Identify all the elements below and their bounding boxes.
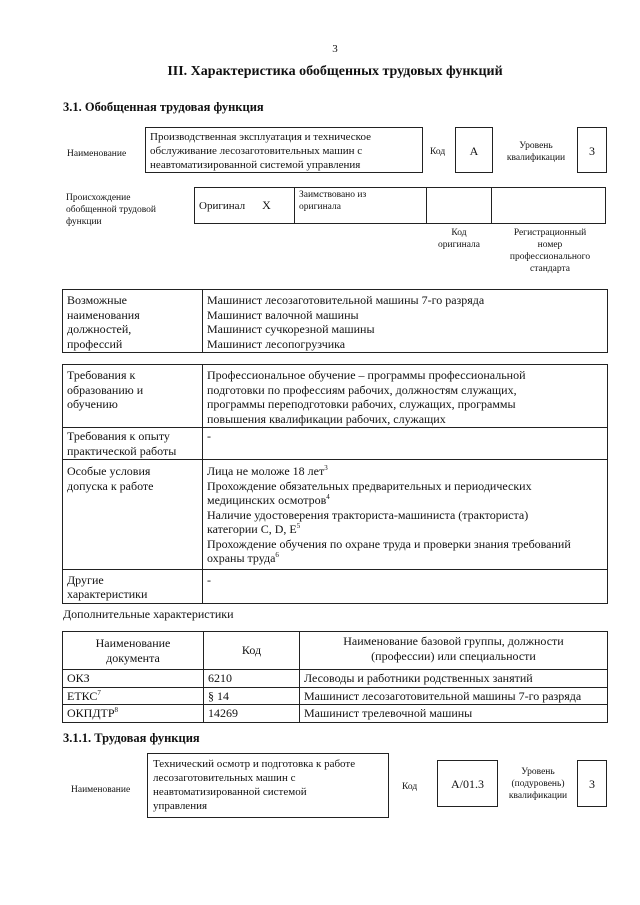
requirement-value-line: - — [207, 572, 211, 587]
additional-header-row — [63, 632, 608, 670]
special-condition-line — [207, 522, 603, 537]
gtf-name-label: Наименование — [67, 149, 127, 159]
special-condition-text: охраны труда — [207, 551, 276, 565]
requirement-label-line: характеристики — [67, 587, 148, 601]
footnote-ref: 4 — [326, 493, 330, 501]
requirement-label-line: Другие — [67, 572, 104, 587]
footnote-ref: 5 — [296, 522, 301, 530]
tf-name-box — [147, 753, 389, 818]
page-number: 3 — [332, 43, 338, 55]
special-condition-line — [207, 493, 603, 508]
gtf-borrowed-line: Заимствовано из — [299, 190, 367, 200]
row-doc-text: ОКПДТР — [67, 706, 115, 720]
gtf-name-line: Производственная эксплуатация и техническое — [150, 131, 371, 143]
requirement-label-line: допуска к работе — [67, 478, 154, 493]
positions-label-line: должностей, — [67, 322, 132, 336]
requirement-label — [63, 460, 203, 570]
gtf-original-mark: Х — [262, 198, 271, 212]
header-line: Наименование — [95, 636, 171, 650]
header-line: (профессии) или специальности — [371, 648, 536, 663]
additional-heading: Дополнительные характеристики — [63, 607, 234, 621]
requirement-value-line: Профессиональное обучение – программы профессиональной — [207, 368, 526, 382]
row-doc-text: ЕТКС — [67, 688, 98, 703]
gtf-code-label: Код — [430, 147, 446, 157]
header-line: Наименование базовой группы, должности — [343, 634, 564, 648]
caption-line: стандарта — [530, 264, 570, 274]
special-condition-text: Наличие удостоверения тракториста-машиниста (тракториста) — [207, 507, 529, 522]
special-condition-text: Прохождение обучения по охране труда и проверки знания требований — [207, 536, 571, 551]
gtf-name-box — [145, 127, 423, 173]
tf-level-label-line: (подуровень) — [511, 779, 565, 789]
gtf-code-box — [455, 127, 493, 173]
footnote-ref: 6 — [275, 551, 279, 559]
tf-code-value: А/01.3 — [451, 777, 484, 791]
requirement-value — [203, 428, 608, 460]
special-condition-line — [207, 537, 603, 552]
gtf-level-label-line: квалификации — [506, 153, 566, 163]
table-row — [63, 687, 608, 705]
gtf-heading: 3.1. Обобщенная трудовая функция — [63, 100, 264, 114]
requirement-label — [63, 569, 203, 603]
tf-level-label-line: квалификации — [508, 791, 568, 801]
tf-level-label-line: Уровень — [521, 767, 555, 777]
tf-code-box — [437, 760, 498, 807]
row-name: Машинист лесозаготовительной машины 7-го разряда — [300, 687, 608, 705]
requirement-value-line: - — [207, 429, 211, 443]
row-doc — [63, 687, 204, 705]
gtf-origin-label-line: функции — [66, 217, 102, 227]
special-condition-line — [207, 508, 603, 523]
gtf-origin-label-line: обобщенной трудовой — [66, 205, 156, 215]
special-condition-text: медицинских осмотров — [207, 493, 327, 507]
requirement-value — [203, 460, 608, 570]
footnote-ref: 3 — [324, 464, 328, 472]
tf-name-line: лесозаготовительных машин с — [153, 772, 296, 784]
requirement-value-line: программы переподготовки рабочих, служащих, программы — [207, 397, 516, 411]
gtf-origin-label-line: Происхождение — [66, 193, 131, 203]
requirements-table — [62, 364, 608, 604]
requirement-value — [203, 365, 608, 428]
row-name: Машинист трелевочной машины — [300, 705, 608, 723]
requirement-label-line: практической работы — [67, 443, 177, 458]
caption-line: оригинала — [438, 240, 480, 250]
special-condition-text: категории С, D, Е — [207, 522, 297, 536]
caption-line: Регистрационный — [513, 228, 587, 238]
row-code: 14269 — [204, 705, 300, 723]
positions-label — [63, 290, 203, 353]
position-item: Машинист сучкорезной машины — [207, 322, 375, 336]
special-condition-line — [207, 464, 603, 479]
table-row — [63, 705, 608, 723]
row-doc — [63, 670, 204, 688]
tf-heading: 3.1.1. Трудовая функция — [63, 731, 200, 745]
row-name: Лесоводы и работники родственных занятий — [300, 670, 608, 688]
caption-line: номер — [537, 240, 563, 250]
table-row — [63, 670, 608, 688]
gtf-borrowed-line: оригинала — [299, 202, 341, 212]
requirement-row-special-conditions — [63, 460, 608, 570]
requirement-row-experience — [63, 428, 608, 460]
gtf-original-code-caption — [428, 227, 490, 251]
gtf-borrowed-cell — [295, 188, 427, 224]
tf-name-line: Технический осмотр и подготовка к работе — [153, 758, 356, 770]
row-doc-text: ОКЗ — [67, 671, 90, 685]
gtf-origin-label — [66, 192, 156, 228]
requirement-value-line: подготовки по профессиям рабочих, должностям служащих, — [207, 382, 517, 397]
special-condition-text: Прохождение обязательных предварительных и периодических — [207, 478, 532, 493]
additional-table — [62, 631, 608, 723]
gtf-reg-number-caption — [496, 227, 604, 275]
header-doc — [63, 632, 204, 670]
special-condition-line — [207, 479, 603, 494]
footnote-ref: 7 — [97, 688, 101, 697]
special-condition-text: Лица не моложе 18 лет — [207, 464, 325, 478]
requirement-label-line: образованию и — [67, 382, 144, 397]
positions-list — [203, 290, 608, 353]
gtf-original-cell — [195, 188, 295, 224]
gtf-reg-number-cell — [492, 188, 606, 224]
row-doc — [63, 705, 204, 723]
requirement-label-line: обучению — [67, 397, 118, 411]
tf-code-label: Код — [402, 782, 418, 792]
positions-label-line: профессий — [67, 336, 123, 351]
tf-name-line: управления — [153, 800, 208, 812]
requirement-label — [63, 365, 203, 428]
gtf-name-line: неавтоматизированной системой управления — [150, 159, 361, 171]
header-code: Код — [204, 632, 300, 670]
positions-table — [62, 289, 608, 353]
requirement-label-line: Требования к — [67, 368, 136, 382]
positions-label-line: Возможные — [67, 293, 127, 307]
gtf-origin-table — [194, 187, 606, 224]
row-code: 6210 — [204, 670, 300, 688]
gtf-level-label — [497, 140, 575, 164]
tf-name-line: неавтоматизированной системой — [153, 786, 307, 798]
positions-label-line: наименования — [67, 307, 140, 322]
gtf-level-label-line: Уровень — [519, 141, 553, 151]
gtf-level-value: 3 — [589, 144, 595, 158]
header-group — [300, 632, 608, 670]
gtf-level-box — [577, 127, 607, 173]
special-condition-line — [207, 551, 603, 566]
caption-line: Код — [451, 228, 467, 238]
requirement-row-education — [63, 365, 608, 428]
requirement-value-line: повышения квалификации рабочих, служащих — [207, 411, 446, 426]
requirement-label — [63, 428, 203, 460]
section-title: III. Характеристика обобщенных трудовых функций — [167, 64, 503, 79]
gtf-name-text — [146, 128, 422, 172]
position-item: Машинист лесопогрузчика — [207, 336, 346, 351]
footnote-ref: 8 — [114, 706, 119, 714]
tf-name-text — [148, 754, 388, 813]
gtf-original-code-cell — [427, 188, 492, 224]
requirement-label-line: Особые условия — [67, 464, 151, 478]
gtf-code-value: А — [469, 144, 479, 158]
tf-name-label: Наименование — [71, 785, 131, 795]
position-item: Машинист лесозаготовительной машины 7-го разряда — [207, 293, 485, 307]
header-line: документа — [106, 650, 160, 665]
tf-level-box — [577, 760, 607, 807]
requirement-row-other — [63, 569, 608, 603]
tf-level-label — [503, 766, 573, 802]
gtf-original-label: Оригинал — [199, 200, 246, 212]
position-item: Машинист валочной машины — [207, 307, 359, 322]
caption-line: профессионального — [509, 252, 591, 262]
requirement-label-line: Требования к опыту — [67, 429, 170, 443]
tf-level-value: 3 — [589, 777, 595, 791]
requirement-value — [203, 569, 608, 603]
gtf-name-line: обслуживание лесозаготовительных машин с — [150, 145, 363, 157]
row-code: § 14 — [204, 687, 300, 705]
